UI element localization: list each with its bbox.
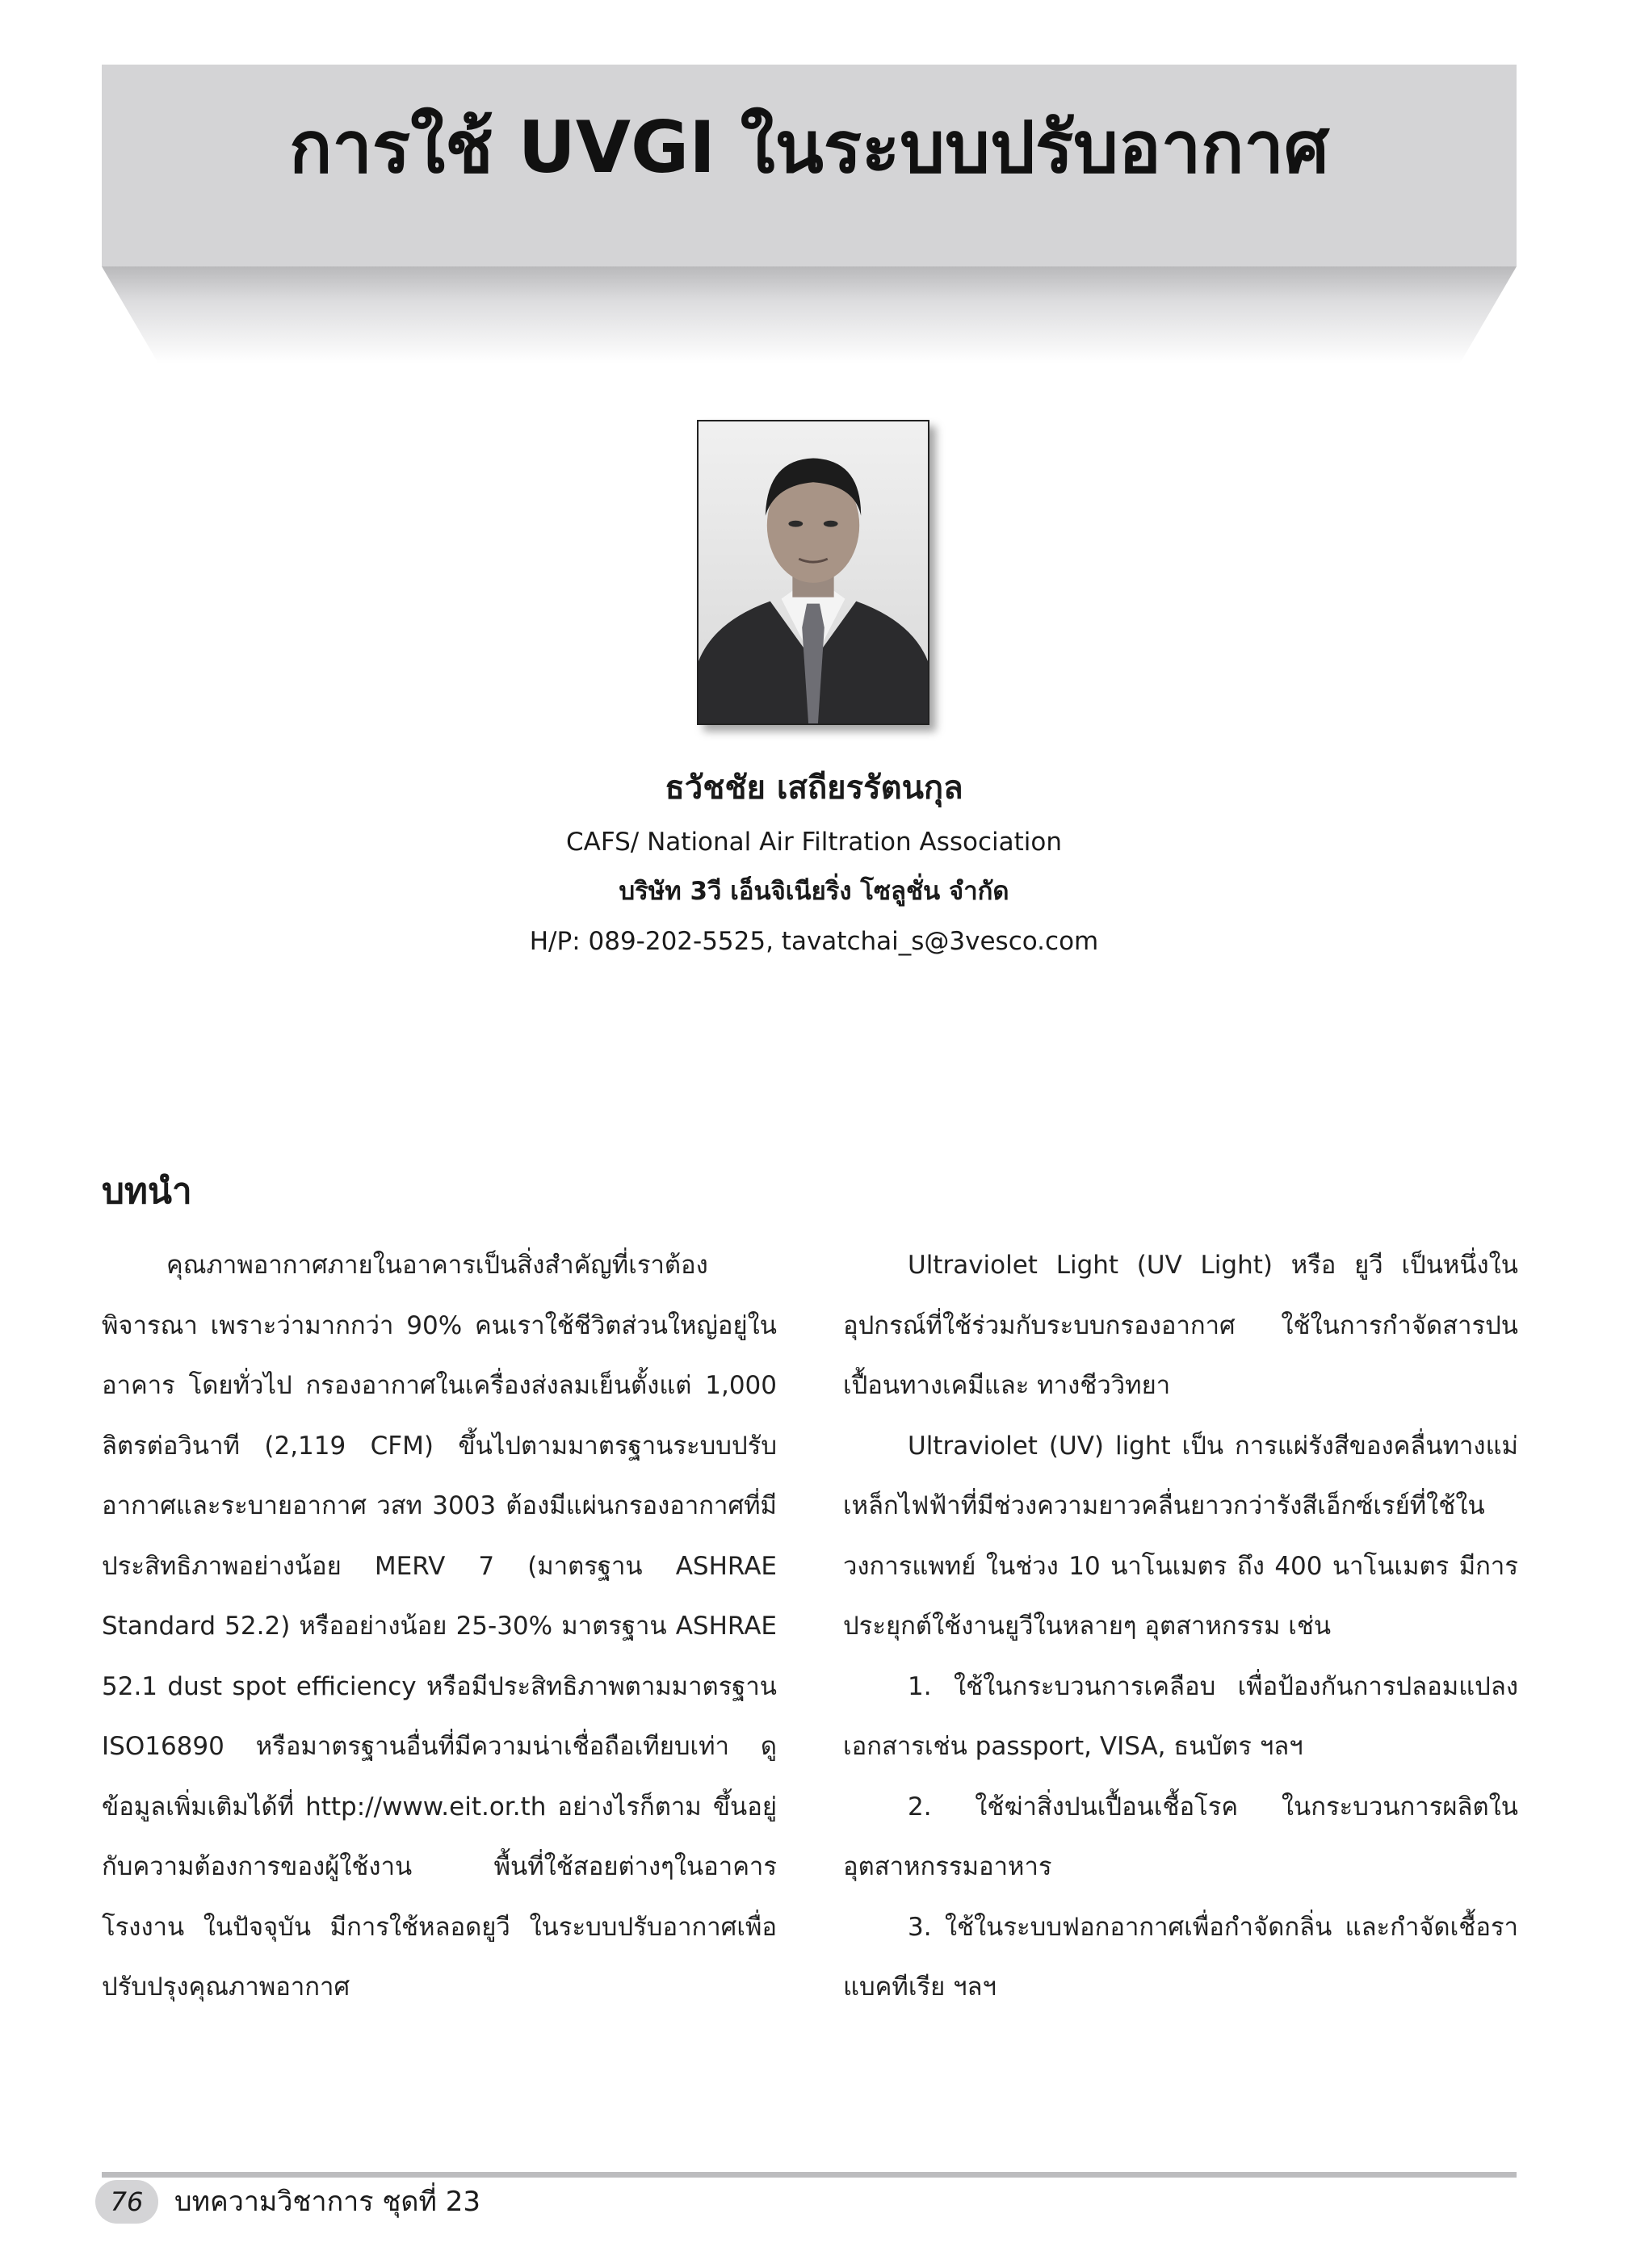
page-number: 76 [95, 2180, 158, 2224]
paragraph: Ultraviolet (UV) light เป็น การแผ่รังสีของคลื่นทางแม่เหล็กไฟฟ้าที่มีช่วงความยาวคลื่นยาวกว่ารังสีเอ็กซ์เรย์ที่ใช้ในวงการแพทย์ ในช่วง 10 นาโนเมตร ถึง 400 นาโนเมตร มีการประยุกต์ใช้งานยูวีในหลายๆ อุตสาหกรรม เช่น [843, 1431, 1518, 1641]
author-info [323, 767, 1305, 974]
author-name: ธวัชชัย เสถียรรัตนกุล [665, 769, 963, 807]
title-banner-shadow [102, 266, 1517, 363]
author-company: บริษัท 3วี เอ็นจิเนียริ่ง โซลูชั่น จำกัด [619, 877, 1009, 907]
page-title: การใช้ UVGI ในระบบปรับอากาศ [289, 106, 1329, 189]
paragraph: คุณภาพอากาศภายในอาคารเป็นสิ่งสำคัญที่เราต้องพิจารณา เพราะว่ามากกว่า 90% คนเราใช้ชีวิตส่วนใหญ่อยู่ในอาคาร โดยทั่วไป กรองอากาศในเครื่องส่งลมเย็นตั้งแต่ 1,000 ลิตรต่อวินาที (2,119 CFM) ขึ้นไปตามมาตรฐานระบบปรับอากาศและระบายอากาศ วสท 3003 ต้องมีแผ่นกรองอากาศที่มีประสิทธิภาพอย่างน้อย MERV 7 (มาตรฐาน ASHRAE Standard 52.2) หรืออย่างน้อย 25-30% มาตรฐาน ASHRAE 52.1 dust spot efficiency หรือมีประสิทธิภาพตามมาตรฐาน ISO16890 หรือมาตรฐานอื่นที่มีความน่าเชื่อถือเทียบเท่า ดูข้อมูลเพิ่มเติมได้ที่ http://www.eit.or.th อย่างไรก็ตาม ขึ้นอยู่กับความต้องการของผู้ใช้งาน พื้นที่ใช้สอยต่างๆในอาคาร โรงงาน ในปัจจุบัน มีการใช้หลอดยูวี ในระบบปรับอากาศเพื่อปรับปรุงคุณภาพอากาศ [102, 1251, 777, 2002]
author-portrait-image [699, 421, 928, 723]
list-item: 2. ใช้ฆ่าสิ่งปนเปื้อนเชื้อโรค ในกระบวนการผลิตในอุตสาหกรรมอาหาร [843, 1792, 1518, 1881]
author-affiliation: CAFS/ National Air Filtration Association [565, 828, 1062, 857]
footer-publication: บทความวิชาการ ชุดที่ 23 [174, 2186, 480, 2218]
author-contact: H/P: 089-202-5525, tavatchai_s@3vesco.com [529, 926, 1099, 956]
paragraph: Ultraviolet Light (UV Light) หรือ ยูวี เป็นหนึ่งในอุปกรณ์ที่ใช้ร่วมกับระบบกรองอากาศ ใช้ในการกำจัดสารปนเปื้อนทางเคมีและ ทางชีววิทยา [843, 1251, 1518, 1400]
section-heading: บทนำ [102, 1171, 192, 1212]
footer-rule [102, 2172, 1517, 2178]
author-photo [697, 420, 929, 725]
body-column-right [843, 1235, 1518, 2018]
list-item: 1. ใช้ในกระบวนการเคลือบ เพื่อป้องกันการปลอมแปลงเอกสารเช่น passport, VISA, ธนบัตร ฯลฯ [843, 1671, 1518, 1761]
list-item: 3. ใช้ในระบบฟอกอากาศเพื่อกำจัดกลิ่น และกำจัดเชื้อรา แบคทีเรีย ฯลฯ [843, 1912, 1518, 2002]
body-column-left [102, 1235, 777, 2018]
